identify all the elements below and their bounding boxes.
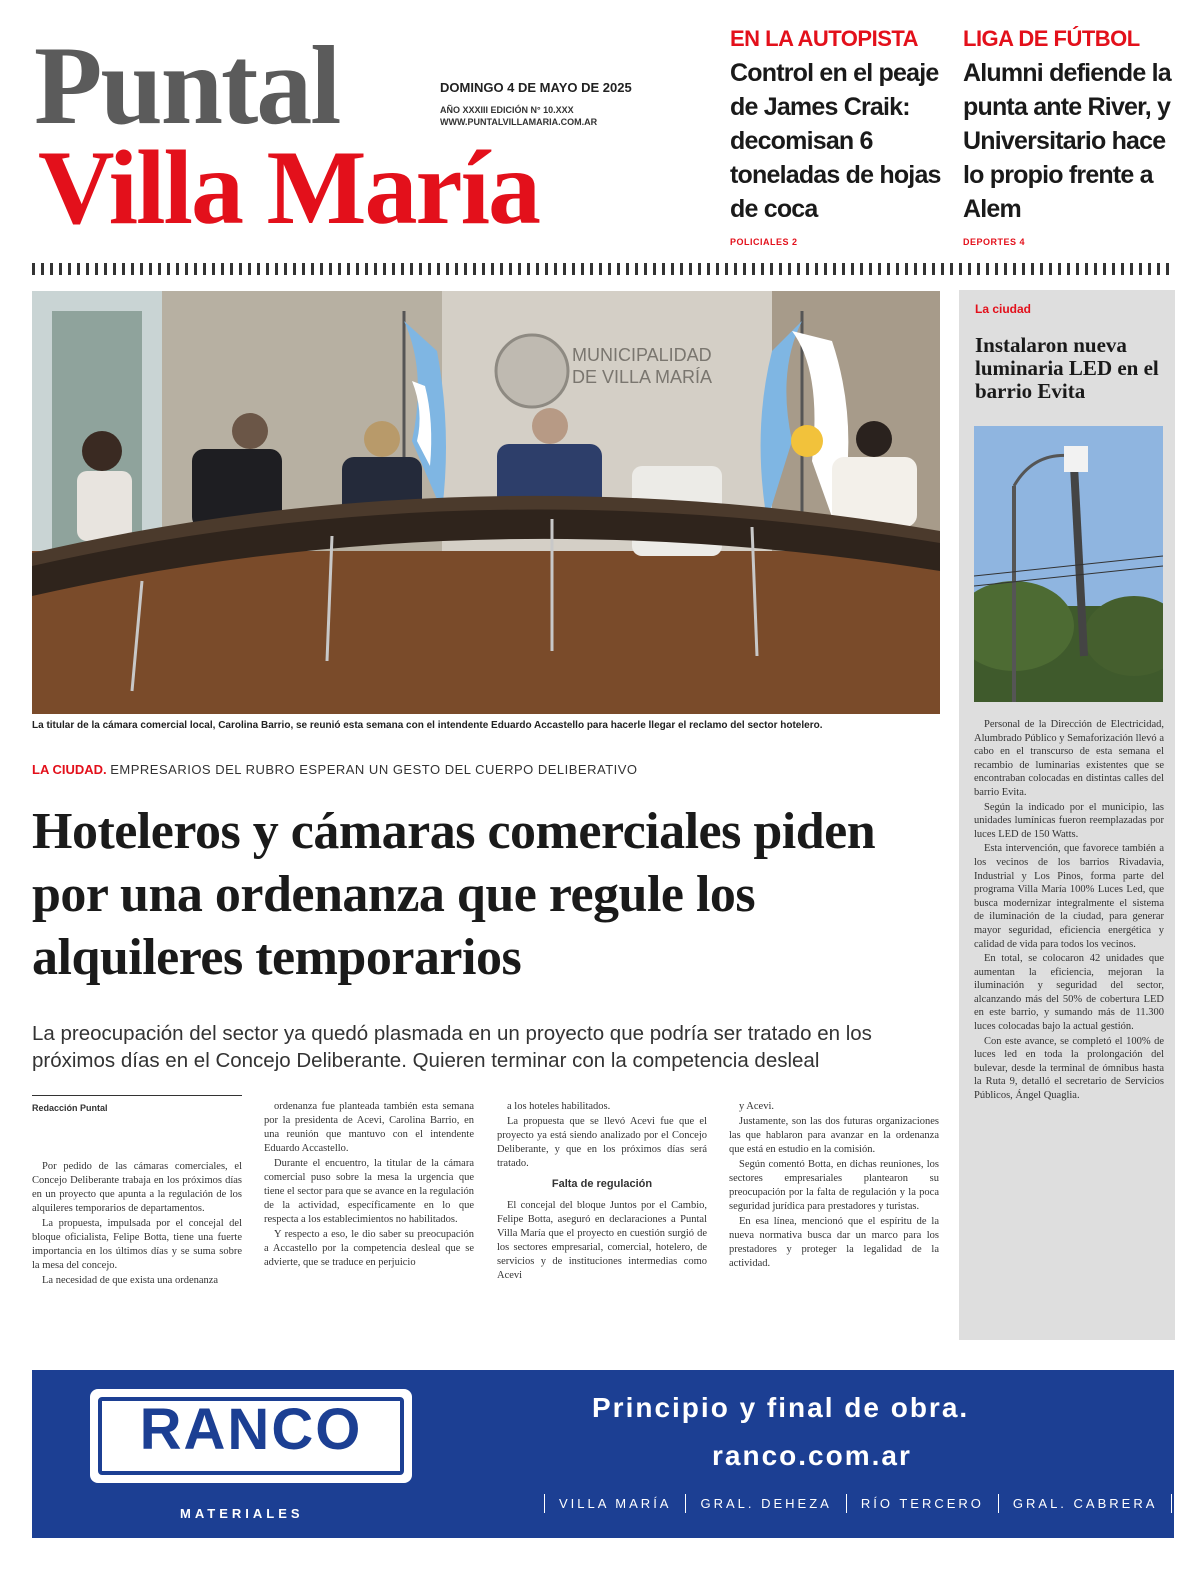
paragraph: Durante el encuentro, la titular de la cámara comercial puso sobre la mesa la urgencia que tiene el sector para que se avance en la regulación de la actividad, específicamente en lo que respecta a los establecimientos no habilitados. <box>264 1158 474 1225</box>
masthead-puntal: Puntal <box>34 24 340 148</box>
article-column-3 <box>497 1100 707 1284</box>
teaser-futbol[interactable] <box>963 26 1177 256</box>
sidebar-body <box>974 718 1164 1104</box>
issue-date: DOMINGO 4 DE MAYO DE 2025 <box>440 80 632 95</box>
ad-url[interactable]: ranco.com.ar <box>712 1440 912 1471</box>
paragraph: La propuesta que se llevó Acevi fue que el proyecto ya está siendo analizado por el Concejo Deliberante, y que en los próximos días será tratado. <box>497 1116 707 1169</box>
paragraph: y Acevi. <box>739 1101 774 1112</box>
paragraph: Por pedido de las cámaras comerciales, el Concejo Deliberante trabaja en los próximos días en un proyecto que apunta a la regulación de los alquileres temporarios de departamentos. <box>32 1161 242 1214</box>
section-subtitle: EMPRESARIOS DEL RUBRO ESPERAN UN GESTO DEL CUERPO DELIBERATIVO <box>110 762 638 777</box>
paragraph: Con este avance, se completó el 100% de luces led en toda la prolongación del bulevar, desde la terminal de ómnibus hasta la Ruta 9, detalló el secretario de Servicios Públicos, Ángel Quaglia. <box>974 1035 1164 1102</box>
photo-wall-text-1: MUNICIPALIDAD <box>572 345 712 365</box>
byline: Redacción Puntal <box>32 1103 108 1113</box>
section-label <box>32 762 638 777</box>
photo-caption: La titular de la cámara comercial local, Carolina Barrio, se reunió esta semana con el intendente Eduardo Accastello para hacerle llegar el reclamo del sector hotelero. <box>32 720 823 731</box>
article-column-2 <box>264 1100 474 1271</box>
paragraph: Según comentó Botta, en dichas reuniones, los sectores empresariales plantearon su preocupación por la falta de regulación y la poca seguridad jurídica para prestadores y turistas. <box>729 1159 939 1212</box>
ranco-advertisement[interactable] <box>32 1370 1174 1538</box>
paragraph: Personal de la Dirección de Electricidad, Alumbrado Público y Semaforización llevó a cabo en el transcurso de esta semana el recambio de luminarias existentes que se encontraban colocadas en distintas calles del barrio Evita. <box>974 719 1164 798</box>
paragraph: Esta intervención, que favorece también a los vecinos de los barrios Rivadavia, Industrial y Los Pinos, forma parte del programa Villa María 100% Luces Led, que busca modernizar integralmente el sistema de iluminación de la ciudad, para generar mayor seguridad, eficiencia energética y calidad de vida para todos los vecinos. <box>974 843 1164 950</box>
paragraph: En esa línea, mencionó que el espíritu de la nueva normativa busca dar un marco para los prestadores y proteger la legalidad de la actividad. <box>729 1216 939 1269</box>
article-column-4 <box>729 1100 939 1272</box>
byline-rule <box>32 1095 242 1096</box>
main-headline[interactable]: Hoteleros y cámaras comerciales piden por una ordenanza que regule los alquileres temporarios <box>32 803 876 986</box>
paragraph: La necesidad de que exista una ordenanza <box>42 1275 219 1286</box>
separator-ticks <box>32 263 1174 275</box>
issue-website: WWW.PUNTALVILLAMARIA.COM.AR <box>440 117 598 127</box>
paragraph: En total, se colocaron 42 unidades que aumentan la eficiencia, mejoran la iluminación y seguridad del sector, alcanzando más del 50% de cobertura LED en este barrio, y sumando más de 11.300 luces colocadas bajo la actual gestión. <box>974 953 1164 1033</box>
teaser-page-ref: DEPORTES 4 <box>963 237 1026 247</box>
ad-slogan: Principio y final de obra. <box>592 1392 970 1423</box>
ad-sublogo: MATERIALES <box>180 1506 304 1521</box>
ad-cities <box>544 1494 1172 1513</box>
paragraph: La propuesta, impulsada por el concejal del bloque oficialista, Felipe Botta, tiene una fuerte importancia en los últimos días y se suma sobre la mesa del concejo. <box>32 1218 242 1271</box>
main-deck: La preocupación del sector ya quedó plasmada en un proyecto que podría ser tratado en los próximos días en el Concejo Deliberante. Quieren terminar con la competencia desleal <box>32 1022 872 1072</box>
teaser-kicker: LIGA DE FÚTBOL <box>963 26 1140 51</box>
article-column-1 <box>32 1160 242 1289</box>
issue-meta <box>440 104 597 128</box>
teaser-autopista[interactable] <box>730 26 952 256</box>
teaser-kicker: EN LA AUTOPISTA <box>730 26 919 51</box>
sidebar-photo[interactable] <box>974 426 1163 702</box>
sidebar-story[interactable] <box>959 290 1175 1340</box>
teaser-page-ref: POLICIALES 2 <box>730 237 798 247</box>
section-name: LA CIUDAD. <box>32 762 107 777</box>
streetlight-photo-illustration <box>974 426 1163 702</box>
ad-city: GRAL. CABRERA <box>998 1494 1172 1513</box>
ranco-logo <box>90 1389 412 1483</box>
paragraph: Justamente, son las dos futuras organizaciones las que hablaron para avanzar en la ordenanza que está en estudio en la comisión. <box>729 1116 939 1155</box>
ad-city: GRAL. DEHEZA <box>685 1494 845 1513</box>
teaser-headline[interactable]: Alumni defiende la punta ante River, y Universitario hace lo propio frente a Alem <box>963 59 1171 223</box>
paragraph: Y respecto a eso, le dio saber su preocupación a Accastello por la competencia desleal que se advierte, que se traduce en perjuicio <box>264 1229 474 1268</box>
photo-wall-text-2: DE VILLA MARÍA <box>572 367 713 387</box>
paragraph: El concejal del bloque Juntos por el Cambio, Felipe Botta, aseguró en declaraciones a Puntal Villa María que el proyecto en cuestión surgió de los sectores empresarial, comercial, hotelero, de servicios y de instituciones intermedias como Acevi <box>497 1200 707 1281</box>
paragraph: a los hoteles habilitados. <box>507 1101 611 1112</box>
ad-city: VILLA MARÍA <box>544 1494 685 1513</box>
paragraph: Según la indicado por el municipio, las unidades lumínicas fueron reemplazadas por luces LED de 150 Watts. <box>974 801 1164 840</box>
article-subhead: Falta de regulación <box>551 1178 653 1190</box>
meeting-photo-illustration <box>32 291 940 714</box>
sidebar-headline[interactable]: Instalaron nueva luminaria LED en el barrio Evita <box>975 333 1159 403</box>
paragraph: ordenanza fue planteada también esta semana por la presidenta de Acevi, Carolina Barrio, en una reunión que mantuvo con el intendente Eduardo Accastello. <box>264 1101 474 1154</box>
teaser-headline[interactable]: Control en el peaje de James Craik: decomisan 6 toneladas de hojas de coca <box>730 59 941 223</box>
sidebar-kicker: La ciudad <box>975 302 1032 316</box>
main-photo[interactable] <box>32 291 940 714</box>
logo-text: RANCO <box>139 1397 363 1462</box>
issue-edition: AÑO XXXIII EDICIÓN N° 10.XXX <box>440 105 574 115</box>
masthead-villa-maria: Villa María <box>38 129 540 246</box>
ad-city: RÍO TERCERO <box>846 1494 998 1513</box>
